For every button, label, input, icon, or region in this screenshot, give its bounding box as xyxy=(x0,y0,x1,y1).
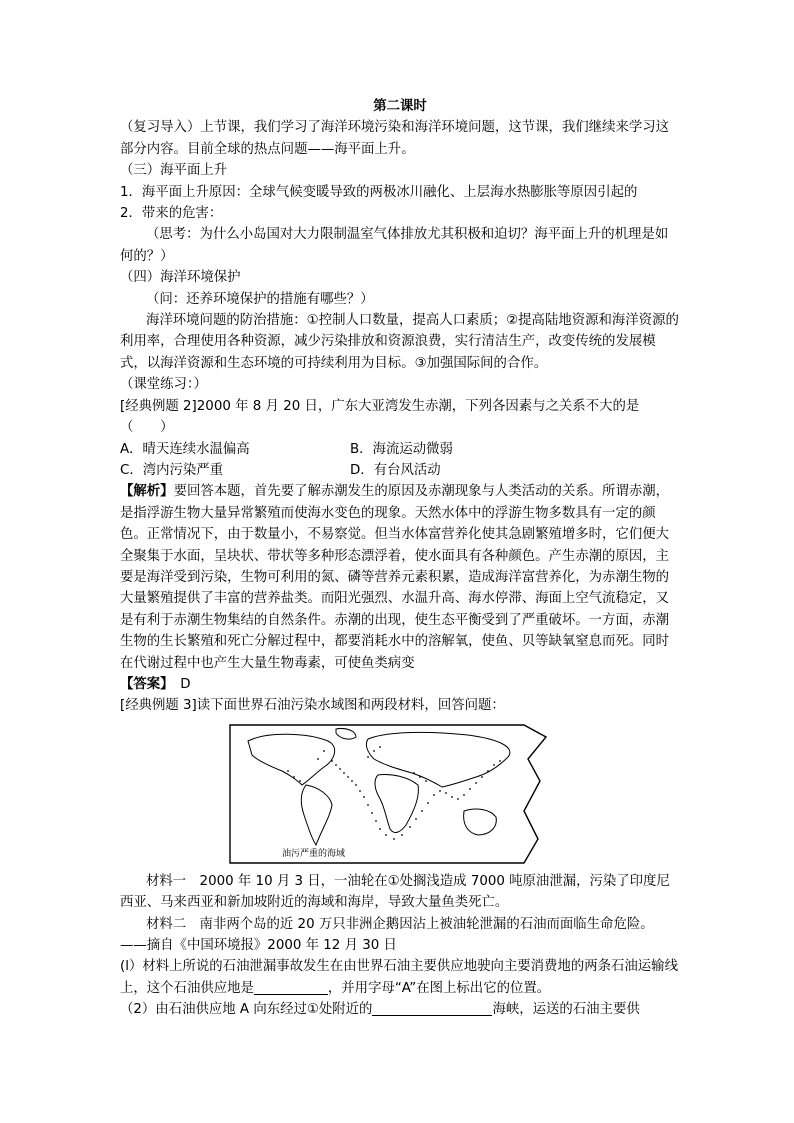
options-row-1 xyxy=(120,439,680,460)
material-2: 材料二 南非两个岛的近 20 万只非洲企鹅因沾上被油轮泄漏的石油而面临生命危险。 xyxy=(146,916,654,932)
option-d: D．有台风活动 xyxy=(350,462,441,478)
material-1: 材料一 2000 年 10 月 3 日，一油轮在①处搁浅造成 7000 吨原油泄漏，污染了印度尼西亚、马来西亚和新加坡附近的海域和海岸，导致大量鱼类死亡。 xyxy=(120,873,670,911)
answer-label: 【答案】 xyxy=(120,676,167,692)
question-1-text-a: (l）材料上所说的石油泄漏事故发生在由世界石油主要供应地驶向主要消费地的两条石油运输线上，这个石油供应地是 xyxy=(120,959,678,996)
section-protection-heading: （四）海洋环境保护 xyxy=(120,270,241,286)
map-svg xyxy=(228,721,548,867)
world-oil-pollution-map xyxy=(228,721,548,867)
analysis-text: 要回答本题，首先要了解赤潮发生的原因及赤潮现象与人类活动的关系。所谓赤潮，是指浮游生物大量异常繁殖而使海水变色的现象。天然水体中的浮游生物多数具有一定的颜色。正常情况下，由于数量小，不易察觉。但当水体富营养化使其急剧繁殖增多时，它们便大全聚集于水面，呈块状、带状等多种形态漂浮着，使水面具有各种颜色。产生赤潮的原因，主要是海洋受到污染，生物可利用的氮、磷等营养元素积累，造成海洋富营养化，为赤潮生物的大量繁殖提供了丰富的营养盐类。而阳光强烈、水温升高、海水停滞、海面上空气流稳定，又是有利于赤潮生物集结的自然条件。赤潮的出现，使生态平衡受到了严重破坏。一方面，赤潮生物的生长繁殖和死亡分解过程中，都要消耗水中的溶解氧，使鱼、贝等缺氧窒息而死。同时在代谢过程中也产生大量生物毒素，可使鱼类病变 xyxy=(120,484,670,671)
australia xyxy=(464,809,497,835)
greenland xyxy=(336,728,356,739)
oil-pollution-dots xyxy=(287,746,501,840)
continent-outlines xyxy=(248,728,510,845)
africa xyxy=(375,774,418,832)
think-question: （思考：为什么小岛国对大力限制温室气体排放尤其积极和迫切？海平面上升的机理是如何的？） xyxy=(120,227,669,264)
protection-question: （问：还养环境保护的措施有哪些？） xyxy=(146,291,374,307)
intro-paragraph: （复习导入）上节课，我们学习了海洋环境污染和海洋环境问题，这节课，我们继续来学习这部分内容。目前全球的热点问题——海平面上升。 xyxy=(120,120,670,157)
example-3-question: [经典例题 3]读下面世界石油污染水域图和两段材料，回答问题： xyxy=(120,698,505,714)
analysis-paragraph xyxy=(120,481,680,674)
question-1 xyxy=(120,956,680,999)
option-c: C．湾内污染严重 xyxy=(120,462,224,478)
answer-value: D xyxy=(180,676,191,692)
options-row-2 xyxy=(120,460,680,481)
south-america xyxy=(301,785,332,845)
option-b: B．海流运动微弱 xyxy=(350,441,453,457)
question-2-text-a: （2）由石油供应地 A 向东经过①处附近的 xyxy=(120,1002,373,1018)
section-sea-level-heading: （三）海平面上升 xyxy=(120,163,228,179)
practice-heading: （课堂练习：） xyxy=(120,377,208,393)
lesson-title: 第二课时 xyxy=(373,99,427,114)
sea-level-harm: 2．带来的危害： xyxy=(120,206,223,222)
map-frame xyxy=(230,725,546,863)
option-a: A．晴天连续水温偏高 xyxy=(120,441,250,457)
document-page xyxy=(120,96,680,1021)
question-1-text-b: ，并用字母“A”在图上标出它的位置。 xyxy=(327,980,551,996)
map-caption: 油污严重的海域 xyxy=(282,848,346,859)
analysis-label: 【解析】 xyxy=(120,484,174,500)
eurasia xyxy=(366,732,510,787)
question-2-text-b: 海峡，运送的石油主要供 xyxy=(492,1002,640,1018)
answer-blank-1[interactable] xyxy=(254,979,328,995)
protection-measures: 海洋环境问题的防治措施：①控制人口数量，提高人口素质；②提高陆地资源和海洋资源的利用率，合理使用各种资源，减少污染排放和资源浪费，实行清洁生产，改变传统的发展模式，以海洋资源和生态环境的可持续利用为目标。③加强国际间的合作。 xyxy=(120,313,679,371)
example-2-question: [经典例题 2]2000 年 8 月 20 日，广东大亚湾发生赤潮，下列各因素与之关系不大的是（ ） xyxy=(120,398,640,436)
north-america xyxy=(248,734,335,785)
answer-line xyxy=(120,674,680,695)
sea-level-cause: 1．海平面上升原因：全球气候变暖导致的两极冰川融化、上层海水热膨胀等原因引起的 xyxy=(120,184,638,200)
question-2 xyxy=(120,999,680,1020)
source-citation: ——摘自《中国环境报》2000 年 12 月 30 日 xyxy=(120,938,397,953)
answer-blank-2[interactable] xyxy=(372,1000,492,1016)
